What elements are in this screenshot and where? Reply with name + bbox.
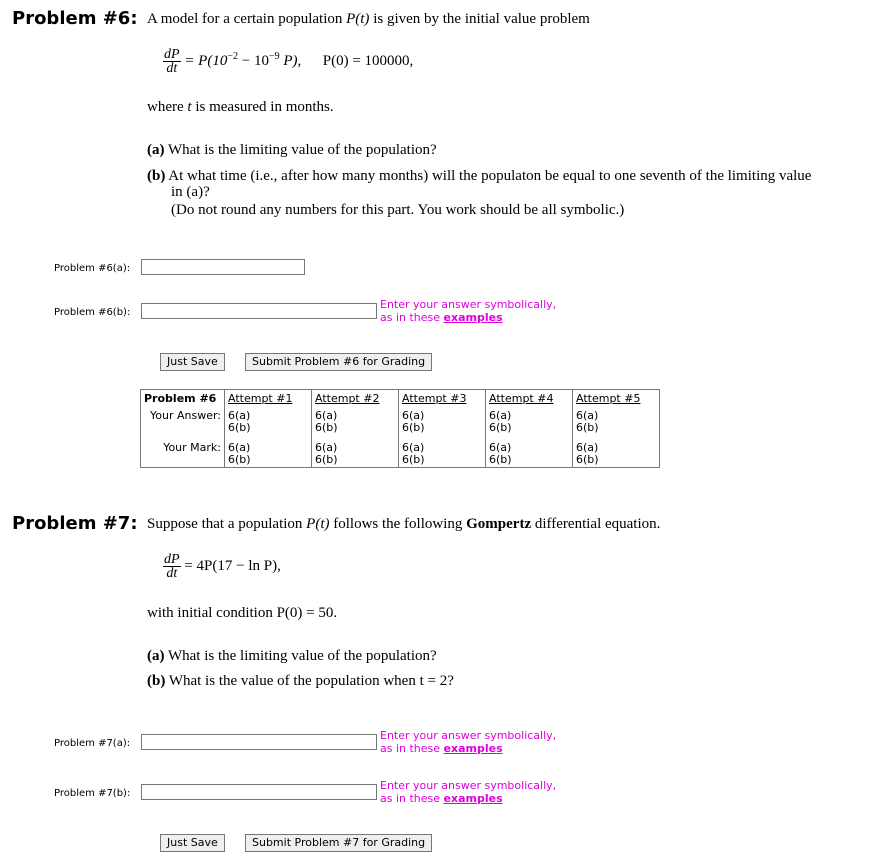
attempts-table-wrapper: [140, 389, 660, 468]
attempt-3-link[interactable]: Attempt #3: [402, 392, 467, 405]
problem-6-eq-exp1: −2: [227, 50, 238, 62]
problem-7-part-a-label: (a): [147, 648, 165, 664]
attempt-2-mark-cell: [312, 441, 399, 468]
attempt-4-answer-a: 6(a): [489, 409, 512, 422]
attempt-5-mark-cell: [573, 441, 660, 468]
problem-6-initial-condition: P(0) = 100000,: [322, 52, 414, 69]
problem-7a-hint-line-2: as in these: [380, 742, 444, 755]
attempt-5-answer-b: 6(b): [576, 421, 599, 434]
attempt-5-answer-a: 6(a): [576, 409, 599, 422]
attempts-header-problem: Problem #6: [144, 392, 217, 405]
problem-7-part-b: [147, 673, 454, 690]
problem-6-derivative-den: dt: [166, 61, 178, 76]
problem-6-where-var: t: [187, 99, 192, 115]
problem-6-where-pre: where: [147, 99, 188, 115]
attempt-4-mark-b: 6(b): [489, 453, 512, 466]
attempt-5-mark-a: 6(a): [576, 441, 599, 454]
problem-7a-examples-link[interactable]: examples: [443, 742, 503, 755]
problem-6-part-b-label: (b): [147, 168, 166, 184]
problem-7-func: P(t): [306, 516, 330, 532]
attempt-3-mark-cell: [399, 441, 486, 468]
attempt-5-header: [573, 390, 660, 410]
attempts-header-row: [141, 390, 660, 410]
problem-6b-answer-input[interactable]: [141, 303, 377, 319]
problem-7a-answer-input[interactable]: [141, 734, 377, 750]
mark-row-label: Your Mark:: [163, 441, 221, 454]
problem-6-where: [147, 99, 334, 116]
attempt-4-answer-cell: [486, 409, 573, 441]
attempt-1-mark-cell: [225, 441, 312, 468]
problem-6-submit-button[interactable]: Submit Problem #6 for Grading: [245, 353, 432, 371]
problem-6-equation: [163, 48, 413, 75]
attempt-3-answer-b: 6(b): [402, 421, 425, 434]
problem-7b-examples-link[interactable]: examples: [443, 792, 503, 805]
problem-6-part-a-label: (a): [147, 142, 165, 158]
attempt-3-mark-b: 6(b): [402, 453, 425, 466]
attempt-4-link[interactable]: Attempt #4: [489, 392, 554, 405]
attempt-1-mark-a: 6(a): [228, 441, 251, 454]
attempt-2-link[interactable]: Attempt #2: [315, 392, 380, 405]
problem-6-eq-exp2: −9: [268, 50, 280, 62]
attempt-3-answer-a: 6(a): [402, 409, 425, 422]
problem-6b-examples-link[interactable]: examples: [443, 311, 503, 324]
attempt-5-link[interactable]: Attempt #5: [576, 392, 641, 405]
attempt-3-mark-a: 6(a): [402, 441, 425, 454]
problem-6-part-b-text-2: in (a)?: [171, 184, 210, 200]
problem-7b-answer-input[interactable]: [141, 784, 377, 800]
attempt-3-answer-cell: [399, 409, 486, 441]
problem-6b-hint-line-1: Enter your answer symbolically,: [380, 298, 557, 311]
problem-6-intro-pre: A model for a certain population: [147, 11, 347, 27]
problem-7a-hint: [380, 729, 556, 755]
attempt-1-link[interactable]: Attempt #1: [228, 392, 293, 405]
attempt-4-answer-b: 6(b): [489, 421, 512, 434]
problem-6-part-a: [147, 142, 437, 159]
problem-7b-hint-line-2: as in these: [380, 792, 444, 805]
attempt-2-header: [312, 390, 399, 410]
problem-7-intro-post: differential equation.: [531, 516, 661, 532]
problem-7a-hint-line-1: Enter your answer symbolically,: [380, 729, 557, 742]
attempts-answer-row: [141, 409, 660, 441]
problem-6-part-b-text-3: (Do not round any numbers for this part. You work should be all symbolic.): [171, 202, 625, 218]
problem-7-part-a-text: What is the limiting value of the population?: [167, 648, 437, 664]
problem-7-initial-condition: with initial condition P(0) = 50.: [147, 605, 338, 621]
problem-7-equation: [163, 553, 281, 580]
problem-7-intro-mid: follows the following: [329, 516, 467, 532]
attempt-5-mark-b: 6(b): [576, 453, 599, 466]
attempt-1-header: [225, 390, 312, 410]
attempt-1-answer-b: 6(b): [228, 421, 251, 434]
problem-6-eq-rhs-1: = P(10: [184, 52, 228, 69]
attempt-5-answer-cell: [573, 409, 660, 441]
attempt-2-answer-a: 6(a): [315, 409, 338, 422]
attempt-3-header: [399, 390, 486, 410]
problem-7-derivative: [163, 553, 181, 580]
problem-7-submit-button[interactable]: Submit Problem #7 for Grading: [245, 834, 432, 852]
attempt-1-answer-cell: [225, 409, 312, 441]
problem-7a-label: Problem #7(a):: [54, 738, 131, 749]
problem-6-func: P(t): [346, 11, 370, 27]
problem-6-where-post: is measured in months.: [191, 99, 334, 115]
attempts-mark-row: [141, 441, 660, 468]
problem-7-intro-bold: Gompertz: [466, 516, 532, 532]
attempt-2-mark-b: 6(b): [315, 453, 338, 466]
problem-6-intro: [147, 11, 590, 28]
attempt-4-header: [486, 390, 573, 410]
problem-6-part-a-text: What is the limiting value of the population?: [167, 142, 437, 158]
attempt-1-mark-b: 6(b): [228, 453, 251, 466]
problem-7-part-b-label: (b): [147, 673, 166, 689]
problem-7b-label: Problem #7(b):: [54, 788, 131, 799]
problem-7-intro: [147, 516, 660, 533]
attempt-4-mark-a: 6(a): [489, 441, 512, 454]
problem-7b-hint-line-1: Enter your answer symbolically,: [380, 779, 557, 792]
answer-row-label: Your Answer:: [149, 409, 221, 422]
attempt-2-mark-a: 6(a): [315, 441, 338, 454]
problem-6b-hint: [380, 298, 556, 324]
attempt-2-answer-cell: [312, 409, 399, 441]
problem-6-intro-post: is given by the initial value problem: [369, 11, 590, 27]
problem-6-derivative-num: dP: [164, 47, 180, 62]
problem-6-derivative: [163, 48, 181, 75]
attempt-2-answer-b: 6(b): [315, 421, 338, 434]
attempt-1-answer-a: 6(a): [228, 409, 251, 422]
problem-6-part-b: [147, 167, 811, 220]
problem-7-part-b-text: What is the value of the population when t = 2?: [168, 673, 454, 689]
problem-7-part-a: [147, 648, 437, 665]
problem-6a-label: Problem #6(a):: [54, 263, 131, 274]
problem-7b-hint: [380, 779, 556, 805]
problem-7-eq-rhs: = 4P(17 − ln P),: [184, 557, 281, 574]
problem-6-eq-rhs-3: P),: [279, 52, 302, 69]
problem-6-part-b-text-1: At what time (i.e., after how many months) will the populaton be equal to one seventh of the limiting value: [168, 168, 812, 184]
problem-6-eq-rhs-2: − 10: [237, 52, 269, 69]
problem-7-intro-pre: Suppose that a population: [147, 516, 307, 532]
problem-7-title: Problem #7:: [12, 513, 138, 534]
attempts-table: [140, 389, 660, 468]
problem-6b-hint-line-2: as in these: [380, 311, 444, 324]
problem-7-just-save-button[interactable]: Just Save: [160, 834, 225, 852]
problem-7-derivative-den: dt: [166, 566, 178, 581]
problem-6-title: Problem #6:: [12, 8, 138, 29]
problem-7-derivative-num: dP: [164, 552, 180, 567]
problem-6a-answer-input[interactable]: [141, 259, 305, 275]
attempt-4-mark-cell: [486, 441, 573, 468]
problem-6b-label: Problem #6(b):: [54, 307, 131, 318]
problem-6-just-save-button[interactable]: Just Save: [160, 353, 225, 371]
